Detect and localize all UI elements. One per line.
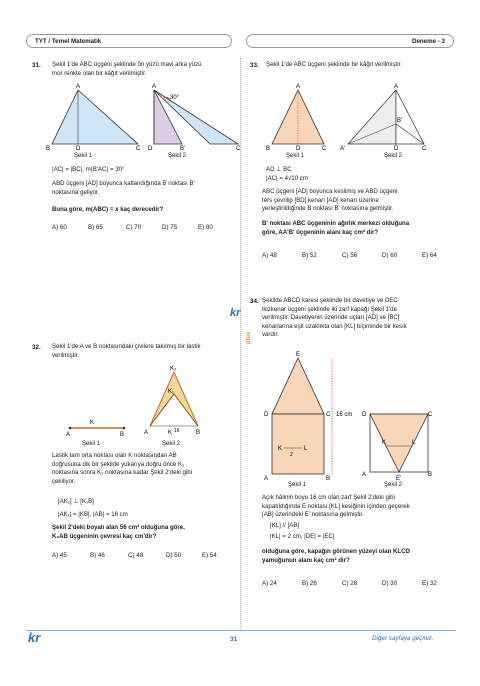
q31-fig2-label: Şekil 2 [168,153,187,159]
q31-text: ABD üçgeni [AD] boyunca katlandığında B noktası B' noktasına geliyor. [52,180,195,196]
svg-text:A: A [296,84,301,90]
svg-text:A: A [264,476,269,482]
q34-options[interactable]: A) 24 B) 26 C) 28 D) 30 E) 32 [262,580,437,587]
svg-text:A: A [394,84,399,90]
q32-fig1-label: Şekil 1 [82,441,101,447]
kr-plus-logo [226,298,250,354]
q32-figure1 [64,418,134,438]
svg-text:B: B [326,476,331,482]
svg-text:K: K [90,420,95,426]
q33-text: ABC üçgeni [AD] boyunca kesilmiş ve ABD üçgeni ters çevrilip [BD] kenarı [AD] kenarı üzerine yerleştirildiğinde B noktası B' noktasına gelmiştir. [262,188,398,213]
svg-text:K₁: K₁ [168,389,175,395]
svg-text:A': A' [340,146,346,152]
svg-text:2: 2 [290,452,293,458]
q31-question: Buna göre, m(ABC) = x kaç derecedir? [52,206,164,213]
svg-text:D: D [362,412,367,418]
svg-text:D: D [76,146,81,152]
q32-fig2-label: Şekil 2 [162,441,181,447]
svg-text:A: A [362,472,367,478]
svg-text:E': E' [396,476,402,482]
svg-text:K: K [168,430,173,436]
svg-text:A: A [66,432,71,438]
q33-figure1 [268,84,328,154]
q31-options[interactable]: A) 60 B) 65 C) 70 D) 75 E) 80 [52,224,213,231]
q33-fig2-label: Şekil 2 [384,153,403,159]
q32-number: 32. [32,344,41,351]
q31-given: |AC| = |BC|, m(B'AC) = 30° [52,166,125,173]
footer-divider [26,630,456,631]
q31-number: 31. [32,62,41,69]
q33-options[interactable]: A) 48 B) 52 C) 56 D) 60 E) 64 [262,252,437,259]
page-number: 31 [230,636,238,643]
q32-intro: Şekil 1'de A ve B noktasındaki çivilere takılmış bir lastik verilmiştir. [52,343,201,359]
svg-text:D: D [394,146,399,152]
q33-number: 33. [250,62,259,69]
q32-given: [AK₁] ⊥ [K₁B] |AK₁| = |KB|, |AB| = 16 cm [58,498,128,518]
svg-text:16: 16 [174,428,180,434]
footer-logo: kr [28,630,41,645]
q34-text: Açık hâlinin boyu 16 cm olan zarf Şekil 2'deki gibi kapatıldığında E noktası [KL] kesiğinin içinden geçerek [AB] üzerindeki E' noktasına gelmiştir. [262,494,410,519]
svg-text:L: L [412,440,416,446]
svg-text:C: C [236,146,241,152]
svg-text:30°: 30° [170,95,180,101]
svg-text:C: C [322,146,327,152]
svg-text:B: B [46,146,51,152]
q31-fig1-label: Şekil 1 [74,153,93,159]
svg-text:B': B' [180,146,186,152]
svg-text:B: B [120,432,125,438]
svg-text:C: C [136,146,141,152]
q34-intro: Şekilde ABCD karesi şeklinde bir davetiye ve DEC ikizkenar üçgeni şeklinde iki zarf kapağı Şekil 1'de verilmiştir. Davetiyenin üzerinde uçları [AD] ve [BC] kenarlarına eşit uzaklıkta olan [KL] biçiminde bir kesik vardır. [262,297,407,339]
svg-text:C: C [428,412,433,418]
q32-figure2 [146,366,206,438]
svg-text:A: A [76,84,81,90]
svg-text:A: A [152,84,157,90]
header-exam: Deneme - 3 [246,34,454,48]
svg-text:kr: kr [230,307,241,319]
svg-text:K: K [382,440,387,446]
svg-text:E: E [296,352,301,358]
svg-text:D: D [148,146,153,152]
svg-text:K₂: K₂ [170,366,177,372]
q33-intro: Şekil 1'de ABC üçgeni şeklinde bir kâğıt verilmiştir. [266,61,402,68]
q34-given: [KL] // [AB] |KL| = 2 cm, |DE| = |EC| [270,522,335,540]
q31-figure1 [46,84,145,154]
q33-figure2 [340,84,434,154]
q32-options[interactable]: A) 45 B) 46 C) 48 D) 50 E) 54 [52,552,217,559]
svg-text:B: B [196,430,201,436]
q34-figure2 [362,412,434,482]
q34-fig1-label: Şekil 1 [288,482,307,488]
svg-text:B: B [266,146,271,152]
q34-number: 34. [250,298,259,305]
svg-text:B: B [428,472,433,478]
q31-intro: Şekil 1'de ABC üçgeni şeklinde ön yüzü mavi arka yüzü mor renkte olan bir kâğıt verilmiştir. [52,61,202,77]
q33-given: AD ⊥ BC |AC| = 4√10 cm [266,166,308,182]
svg-text:C: C [326,412,331,418]
svg-text:L: L [304,446,308,452]
q33-fig1-label: Şekil 1 [286,153,305,159]
q34-fig2-label: Şekil 2 [384,482,403,488]
svg-text:D: D [296,146,301,152]
svg-text:C: C [422,146,427,152]
svg-text:16 cm: 16 cm [336,412,353,418]
svg-text:A: A [144,430,149,436]
q32-text: Lastik tam orta noktası olan K noktasından AB doğrusuna dik bir şekilde yukarıya doğru önce K₁ noktasına sonra K₂ noktasına kadar Şekil 2'deki gibi çekiliyor. [52,452,193,485]
svg-text:K: K [278,446,283,452]
header-subject: TYT / Temel Matematik [26,34,232,48]
svg-text:plus: plus [246,331,252,344]
q33-question: B' noktası ABC üçgeninin ağırlık merkezi olduğuna göre, AA'B' üçgeninin alanı kaç cm² dir? [262,220,410,236]
svg-text:D: D [264,412,269,418]
q34-question: olduğuna göre, kapağın görünen yüzeyi olan KLCD yamuğunun alanı kaç cm² dir? [262,548,410,564]
q31-figure2 [150,84,245,154]
svg-text:B': B' [397,118,403,124]
q32-question: Şekil 2'deki boyalı alan 56 cm² olduğuna göre, K₂AB üçgeninin çevresi kaç cm'dir? [52,524,185,540]
next-page-note: Diğer sayfaya geçiniz. [372,635,434,642]
